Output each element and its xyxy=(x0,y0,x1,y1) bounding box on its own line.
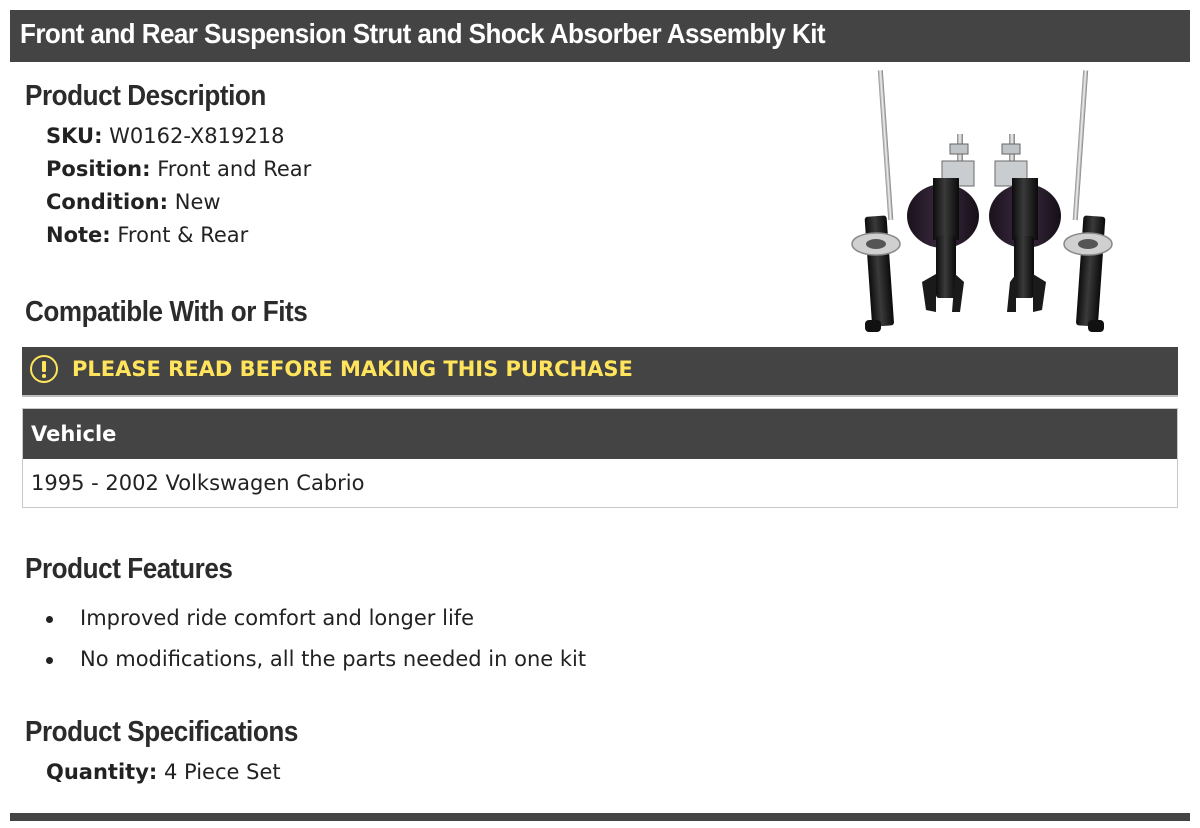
quantity-row xyxy=(46,756,281,789)
purchase-warning-banner xyxy=(22,347,1178,397)
features-list xyxy=(46,598,586,680)
sku-label: SKU: xyxy=(46,124,103,148)
condition-label: Condition: xyxy=(46,190,169,214)
exclamation-circle-icon xyxy=(30,355,58,383)
position-value: Front and Rear xyxy=(157,157,312,181)
front-strut-left xyxy=(907,134,979,312)
front-strut-right xyxy=(989,134,1061,312)
note-value: Front & Rear xyxy=(117,223,249,247)
condition-row xyxy=(46,186,221,219)
rear-shock-left xyxy=(852,70,900,332)
note-label: Note: xyxy=(46,223,111,247)
vehicle-row: 1995 - 2002 Volkswagen Cabrio xyxy=(23,459,1177,507)
product-specifications-heading: Product Specifications xyxy=(25,716,298,748)
sku-row xyxy=(46,120,284,153)
purchase-warning-text: PLEASE READ BEFORE MAKING THIS PURCHASE xyxy=(72,357,633,381)
rear-shock-right xyxy=(1064,70,1112,332)
position-row xyxy=(46,153,311,186)
feature-item: No modifications, all the parts needed in one kit xyxy=(46,639,586,680)
title-bar xyxy=(10,10,1190,62)
compatibility-heading: Compatible With or Fits xyxy=(25,296,308,328)
vehicle-column-header: Vehicle xyxy=(23,409,1177,459)
feature-item: Improved ride comfort and longer life xyxy=(46,598,586,639)
quantity-label: Quantity: xyxy=(46,760,158,784)
product-image xyxy=(840,66,1130,338)
product-description-heading: Product Description xyxy=(25,80,266,112)
sku-value: W0162-X819218 xyxy=(109,124,285,148)
vehicle-table xyxy=(22,408,1178,508)
page-title: Front and Rear Suspension Strut and Shock Absorber Assembly Kit xyxy=(20,18,826,49)
quantity-value: 4 Piece Set xyxy=(163,760,281,784)
condition-value: New xyxy=(174,190,221,214)
product-features-heading: Product Features xyxy=(25,553,233,585)
position-label: Position: xyxy=(46,157,151,181)
bottom-divider xyxy=(10,813,1190,821)
note-row xyxy=(46,219,248,252)
